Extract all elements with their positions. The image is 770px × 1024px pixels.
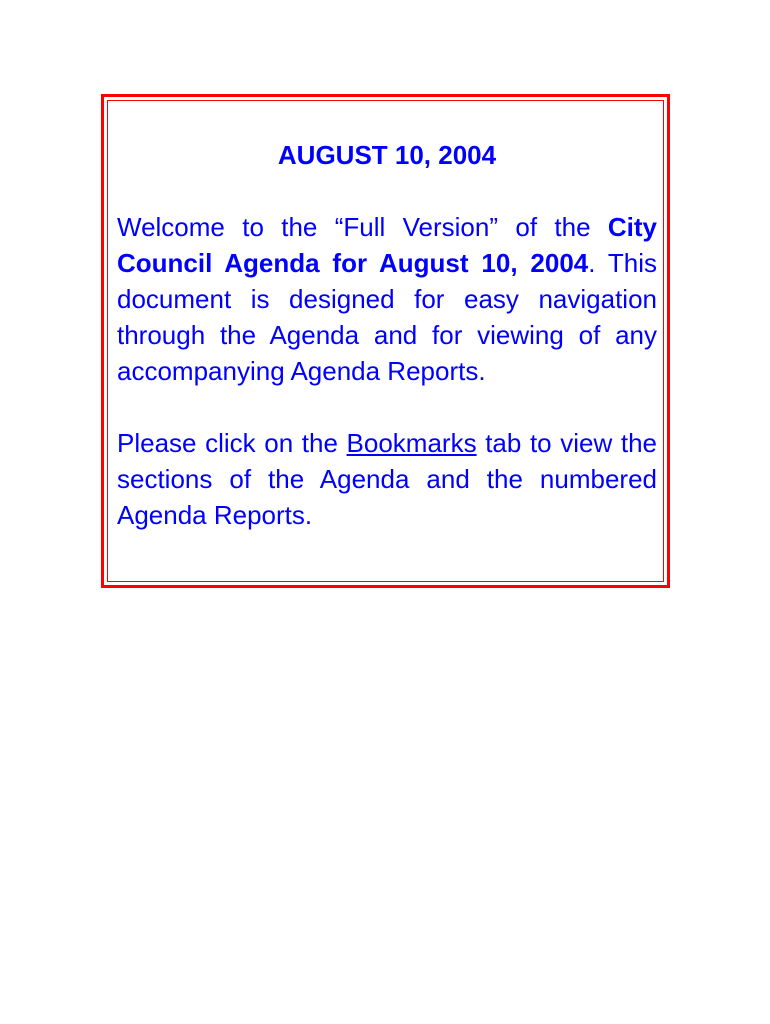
- instructions-rest-text: tab to view the sections of the Agenda and the numbered Agenda Reports.: [117, 428, 657, 530]
- document-date-heading: AUGUST 10, 2004: [277, 140, 497, 170]
- agenda-title-text: City Council Agenda for August 10, 2004: [117, 212, 657, 278]
- intro-lead-text: Welcome to the “Full Version” of the: [117, 212, 608, 242]
- instructions-paragraph: [117, 425, 657, 533]
- intro-rest-text: . This document is designed for easy navigation through the Agenda and for viewing of any accompanying Agenda Reports.: [117, 248, 657, 386]
- bookmarks-link[interactable]: Bookmarks: [346, 428, 477, 458]
- notice-content: [117, 137, 657, 533]
- instructions-lead-text: Please click on the: [117, 428, 347, 458]
- notice-box: [101, 94, 670, 588]
- intro-paragraph: [117, 209, 657, 389]
